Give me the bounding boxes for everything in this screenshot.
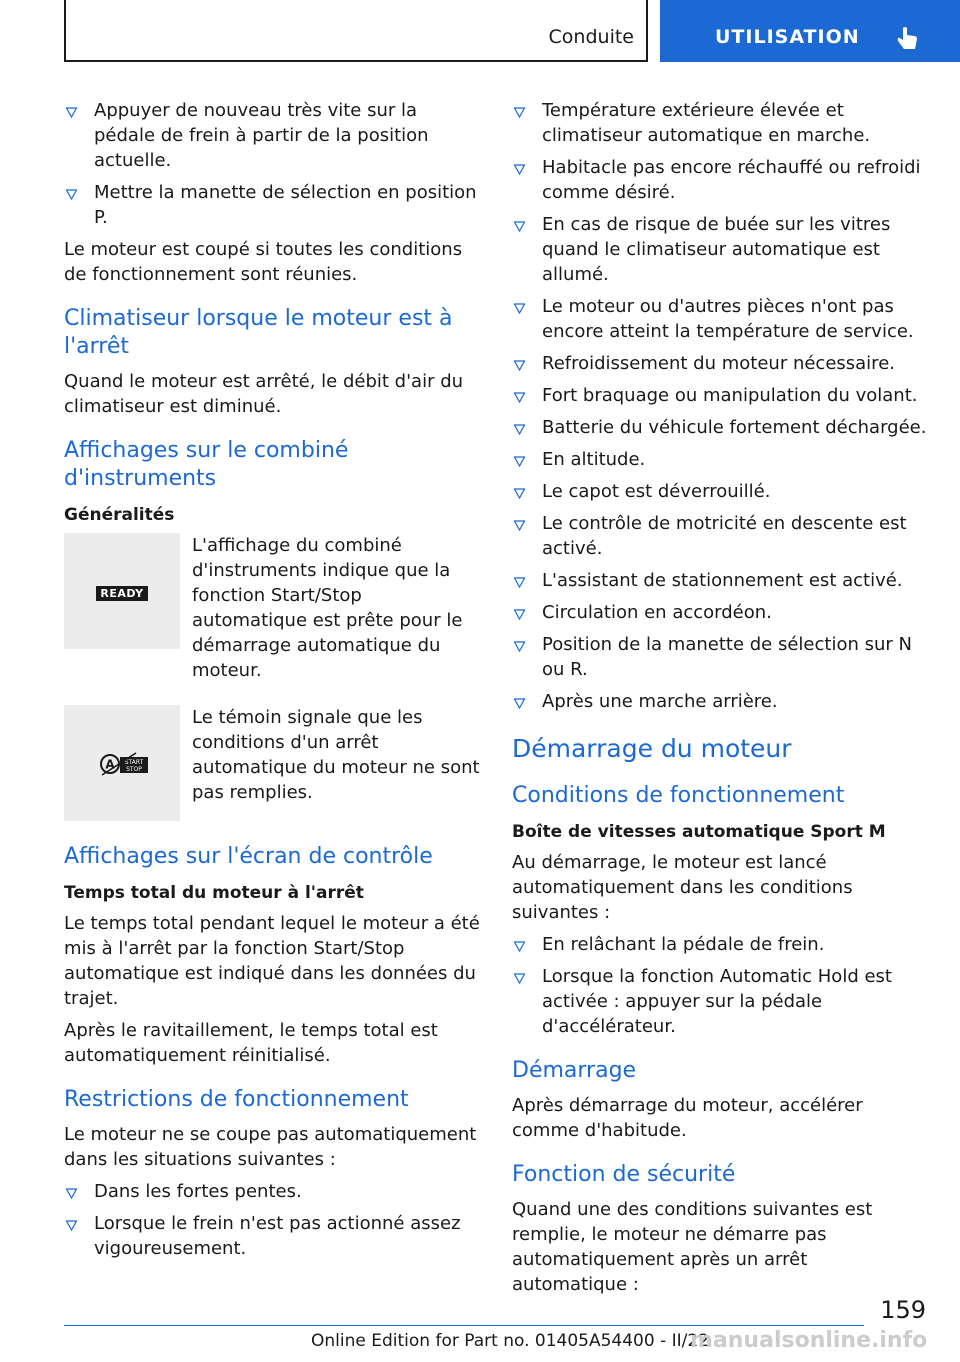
heading-temps-total: Temps total du moteur à l'arrêt (64, 883, 364, 903)
triangle-bullet-icon (66, 107, 77, 118)
startstop-description: Le témoin signale que les conditions d'un arrêt automatique du moteur ne sont pas remplies. (192, 707, 480, 803)
list-item: L'assistant de stationnement est activé. (512, 568, 928, 593)
list-item: Refroidissement du moteur nécessaire. (512, 351, 928, 376)
list-item: Le moteur ou d'autres pièces n'ont pas encore atteint la température de service. (512, 294, 928, 344)
list-item: En relâchant la pédale de frein. (512, 932, 928, 957)
list-item: Fort braquage ou manipulation du volant. (512, 383, 928, 408)
left-column (64, 98, 482, 1268)
svg-text:A: A (105, 757, 115, 772)
start-label: START (124, 759, 144, 766)
heading-restrictions: Restrictions de fonctionnement (64, 1087, 409, 1112)
paragraph: Quand une des conditions suivantes est remplie, le moteur ne démarre pas automatiquement après un arrêt automatique : (512, 1199, 873, 1295)
list-item: En altitude. (512, 447, 928, 472)
header-section-label: Conduite (548, 26, 634, 48)
startstop-indicator-row (64, 705, 482, 821)
header-tab-label: UTILISATION (715, 26, 860, 48)
paragraph: Le moteur ne se coupe pas automatiquement dans les situations suivantes : (64, 1124, 477, 1170)
list-item: En cas de risque de buée sur les vitres quand le climatiseur automatique est allumé. (512, 212, 928, 287)
stop-label: STOP (126, 766, 142, 773)
heading-demarrage-moteur: Démarrage du moteur (512, 734, 792, 763)
start-stop-crossed-icon (100, 751, 150, 777)
list-item: Circulation en accordéon. (512, 600, 928, 625)
list-item: Appuyer de nouveau très vite sur la pédale de frein à partir de la position actuelle. (64, 98, 482, 173)
watermark: manualsonline.info (690, 1328, 928, 1353)
triangle-bullet-icon (514, 392, 525, 403)
heading-affichages-combine: Affichages sur le combiné d'instruments (64, 438, 349, 491)
triangle-bullet-icon (514, 577, 525, 588)
triangle-bullet-icon (514, 488, 525, 499)
triangle-bullet-icon (514, 941, 525, 952)
list-item: Dans les fortes pentes. (64, 1179, 482, 1204)
page-number: 159 (880, 1296, 926, 1324)
heading-climatiseur: Climatiseur lorsque le moteur est à l'arrêt (64, 306, 453, 359)
triangle-bullet-icon (66, 1188, 77, 1199)
triangle-bullet-icon (514, 698, 525, 709)
heading-boite-vitesses: Boîte de vitesses automatique Sport M (512, 822, 886, 842)
heading-fonction-securite: Fonction de sécurité (512, 1162, 736, 1187)
header-tab[interactable] (660, 0, 960, 62)
footer-divider (64, 1325, 864, 1326)
ready-description: L'affichage du combiné d'instruments indique que la fonction Start/Stop automatique est prête pour le démarrage automatique du moteur. (192, 535, 463, 681)
right-column (512, 98, 928, 1304)
heading-demarrage: Démarrage (512, 1058, 637, 1083)
list-item: Lorsque la fonction Automatic Hold est activée : appuyer sur la pédale d'accélérateur. (512, 964, 928, 1039)
list-item: Mettre la manette de sélection en position P. (64, 180, 482, 230)
ready-indicator-row (64, 533, 482, 683)
triangle-bullet-icon (514, 609, 525, 620)
list-item: Position de la manette de sélection sur N ou R. (512, 632, 928, 682)
paragraph: Quand le moteur est arrêté, le débit d'air du climatiseur est diminué. (64, 371, 464, 417)
paragraph: Le temps total pendant lequel le moteur a été mis à l'arrêt par la fonction Start/Stop automatique est indiqué dans les données du trajet. (64, 913, 480, 1009)
hand-pointer-icon (894, 26, 920, 52)
triangle-bullet-icon (514, 641, 525, 652)
header-section-box (64, 0, 648, 62)
paragraph: Après le ravitaillement, le temps total est automatiquement réinitialisé. (64, 1020, 438, 1066)
triangle-bullet-icon (514, 107, 525, 118)
triangle-bullet-icon (514, 164, 525, 175)
heading-conditions: Conditions de fonctionnement (512, 783, 845, 808)
restrictions-list (512, 98, 928, 714)
list-item: Température extérieure élevée et climatiseur automatique en marche. (512, 98, 928, 148)
paragraph: Au démarrage, le moteur est lancé automatiquement dans les conditions suivantes : (512, 852, 853, 923)
triangle-bullet-icon (514, 424, 525, 435)
list-item: Le capot est déverrouillé. (512, 479, 928, 504)
triangle-bullet-icon (514, 520, 525, 531)
triangle-bullet-icon (514, 303, 525, 314)
list-item: Lorsque le frein n'est pas actionné assez vigoureusement. (64, 1211, 482, 1261)
triangle-bullet-icon (514, 221, 525, 232)
triangle-bullet-icon (514, 456, 525, 467)
paragraph: Après démarrage du moteur, accélérer comme d'habitude. (512, 1095, 863, 1141)
triangle-bullet-icon (66, 1220, 77, 1231)
list-item: Après une marche arrière. (512, 689, 928, 714)
list-item: Batterie du véhicule fortement déchargée. (512, 415, 928, 440)
list-item: Habitacle pas encore réchauffé ou refroidi comme désiré. (512, 155, 928, 205)
triangle-bullet-icon (66, 189, 77, 200)
list-item: Le contrôle de motricité en descente est activé. (512, 511, 928, 561)
heading-ecran-controle: Affichages sur l'écran de contrôle (64, 844, 433, 869)
ready-badge: READY (96, 586, 148, 601)
startstop-indicator-image (64, 705, 180, 821)
heading-generalites: Généralités (64, 505, 175, 525)
ready-indicator-image (64, 533, 180, 649)
paragraph: Le moteur est coupé si toutes les conditions de fonctionnement sont réunies. (64, 239, 463, 285)
triangle-bullet-icon (514, 973, 525, 984)
triangle-bullet-icon (514, 360, 525, 371)
footer-edition: Online Edition for Part no. 01405A54400 - II/22 (311, 1331, 710, 1351)
